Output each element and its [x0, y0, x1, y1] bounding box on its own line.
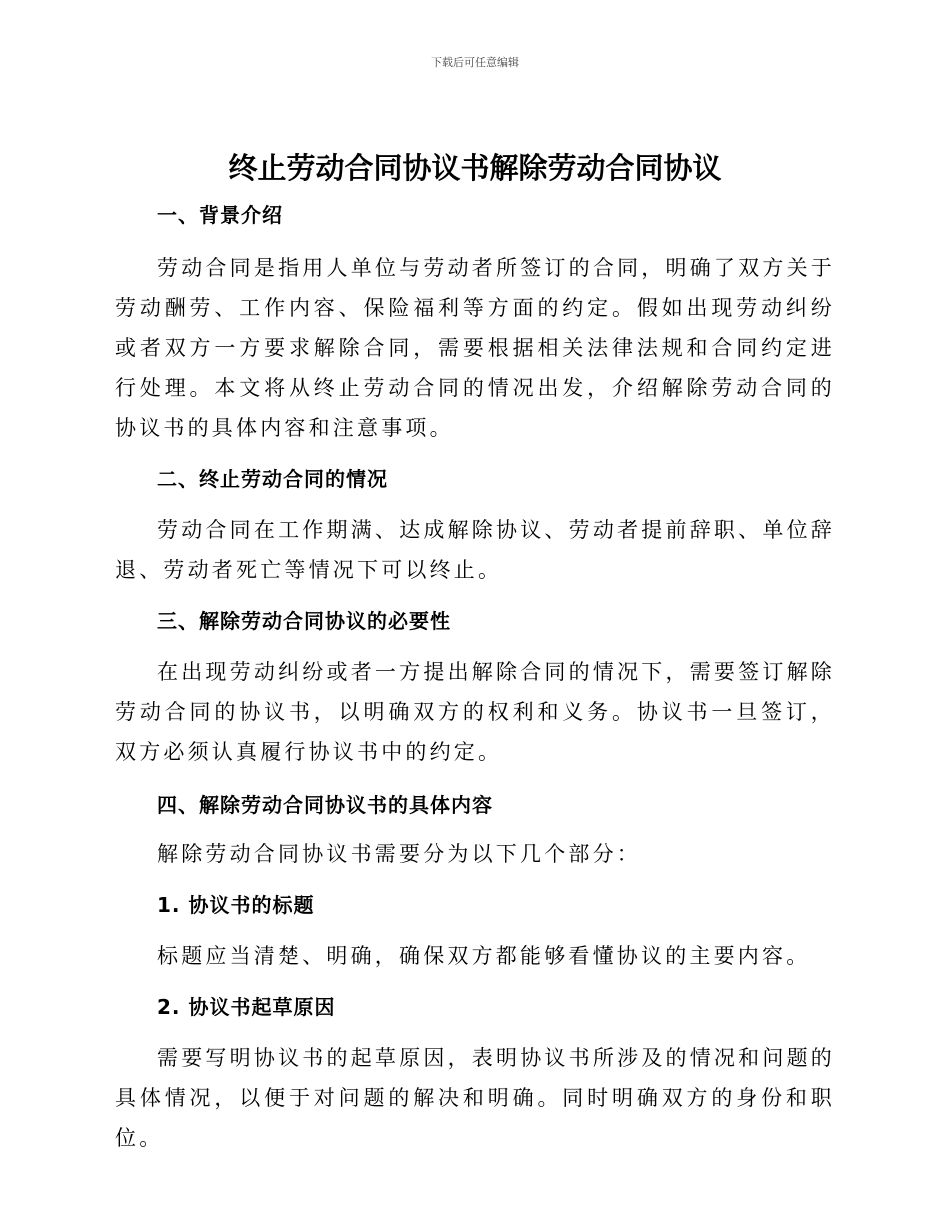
paragraph-background: 劳动合同是指用人单位与劳动者所签订的合同，明确了双方关于劳动酬劳、工作内容、保险福利等方面的约定。假如出现劳动纠纷或者双方一方要求解除合同，需要根据相关法律法规和合同约定进行处理。本文将从终止劳动合同的情况出发，介绍解除劳动合同的协议书的具体内容和注意事项。 — [115, 256, 835, 440]
section-heading-specific-content: 四、解除劳动合同协议书的具体内容 — [157, 793, 493, 817]
paragraph-necessity: 在出现劳动纠纷或者一方提出解除合同的情况下，需要签订解除劳动合同的协议书，以明确双方的权利和义务。协议书一旦签订，双方必须认真履行协议书中的约定。 — [115, 660, 835, 764]
section-heading-necessity: 三、解除劳动合同协议的必要性 — [157, 609, 451, 633]
paragraph-specific-content: 解除劳动合同协议书需要分为以下几个部分： — [157, 842, 641, 866]
paragraph-drafting-reason: 需要写明协议书的起草原因，表明协议书所涉及的情况和问题的具体情况，以便于对问题的解决和明确。同时明确双方的身份和职位。 — [115, 1046, 835, 1150]
document-title: 终止劳动合同协议书解除劳动合同协议 — [228, 151, 722, 185]
subheading-agreement-title: 1. 协议书的标题 — [157, 893, 315, 917]
section-heading-background: 一、背景介绍 — [157, 203, 283, 227]
paragraph-termination-cases: 劳动合同在工作期满、达成解除协议、劳动者提前辞职、单位辞退、劳动者死亡等情况下可以终止。 — [115, 518, 835, 582]
header-note: 下载后可任意编辑 — [431, 56, 519, 69]
document-body — [115, 200, 835, 1158]
section-heading-termination-cases: 二、终止劳动合同的情况 — [157, 467, 388, 491]
paragraph-agreement-title: 标题应当清楚、明确，确保双方都能够看懂协议的主要内容。 — [157, 944, 811, 968]
subheading-drafting-reason: 2. 协议书起草原因 — [157, 995, 336, 1019]
